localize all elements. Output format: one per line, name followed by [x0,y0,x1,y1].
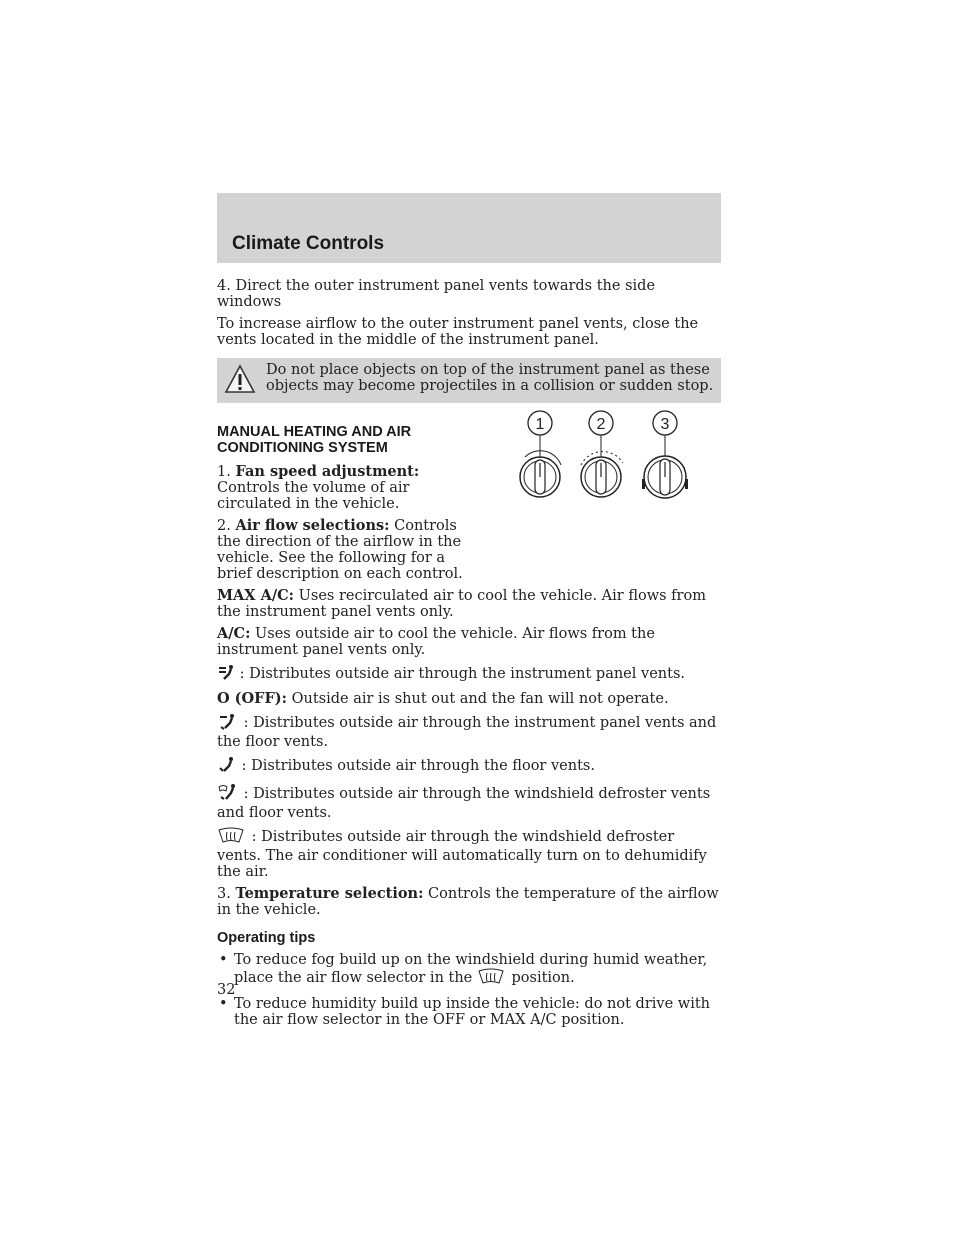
defrost-icon [477,968,507,989]
fan-text: Controls the volume of air circulated in the vehicle. [217,480,410,512]
air-flow-knob [581,452,623,497]
tips-list [217,952,721,1028]
callout-2-label: 2 [596,416,606,433]
floor-vent-item [217,756,721,777]
callout-1 [528,411,552,435]
defrost-floor-icon [217,783,239,805]
temperature-item [217,886,721,918]
chapter-header [217,193,721,263]
fan-number: 1. [217,464,231,480]
ac-text: Uses outside air to cool the vehicle. Air flows from the instrument panel vents only. [217,626,655,658]
ac-item [217,626,721,658]
defrost-text: : Distributes outside air through the windshield defroster vents. The air conditioner will automatically turn on to dehumidify the air. [217,829,707,880]
off-text: Outside air is shut out and the fan will not operate. [286,691,669,707]
page-number: 32 [217,982,236,998]
warning-text: Do not place objects on top of the instrument panel as these objects may become projectiles in a collision or sudden stop. [266,362,714,394]
max-ac-label: MAX A/C: [217,587,295,604]
panel-vent-icon [217,664,235,685]
defrost-floor-item [217,783,721,821]
callout-3 [653,411,677,435]
off-item [217,691,721,707]
panel-floor-icon [217,713,239,734]
tip-item [217,996,721,1028]
callout-1-label: 1 [535,416,545,433]
ac-label: A/C: [217,625,251,642]
callout-3-label: 3 [660,416,670,433]
max-ac-text: Uses recirculated air to cool the vehicle. Air flows from the instrument panel vents only. [217,588,706,620]
temp-number: 3. [217,886,231,902]
warning-box [217,358,721,403]
operating-tips-heading: Operating tips [217,930,316,946]
temp-label: Temperature selection: [235,885,424,902]
control-knobs-diagram [515,405,700,505]
defrost-icon [217,827,247,848]
chapter-title: Climate Controls [232,233,385,254]
bullet: • [219,952,228,968]
panel-floor-text: : Distributes outside air through the instrument panel vents and the floor vents. [217,715,717,750]
flow-text: Controls the direction of the airflow in the vehicle. See the following for a brief description on each control. [217,518,463,582]
temperature-knob [642,456,688,498]
fan-speed-item [217,464,472,512]
page-content [217,278,721,1035]
panel-vent-text: : Distributes outside air through the instrument panel vents. [235,666,686,682]
panel-floor-item [217,713,721,750]
warning-triangle-icon [224,364,256,398]
floor-vent-icon [217,756,237,777]
flow-number: 2. [217,518,231,534]
tip-1-after: position. [511,970,575,986]
off-label: O (OFF): [217,690,287,707]
fan-label: Fan speed adjustment: [235,463,420,480]
fan-speed-knob [520,451,561,497]
defrost-floor-text: : Distributes outside air through the windshield defroster vents and floor vents. [217,786,711,821]
panel-vent-item [217,664,721,685]
air-flow-item [217,518,472,582]
airflow-tip-text: To increase airflow to the outer instrument panel vents, close the vents located in the middle of the instrument panel. [217,316,699,348]
tip-item [217,952,721,989]
bullet: • [219,996,228,1012]
max-ac-item [217,588,721,620]
callout-2 [589,411,613,435]
temp-text: Controls the temperature of the airflow in the vehicle. [217,886,719,918]
step-4-text: 4. Direct the outer instrument panel vents towards the side windows [217,278,656,310]
tip-2-text: To reduce humidity build up inside the vehicle: do not drive with the air flow selector in the OFF or MAX A/C position. [234,996,710,1028]
section-heading: MANUAL HEATING AND AIR CONDITIONING SYSTEM [217,424,412,456]
floor-vent-text: : Distributes outside air through the floor vents. [237,758,595,774]
flow-label: Air flow selections: [235,517,390,534]
defrost-item [217,827,721,880]
tip-1-text: To reduce fog build up on the windshield during humid weather, place the air flow selector in the [234,952,708,986]
